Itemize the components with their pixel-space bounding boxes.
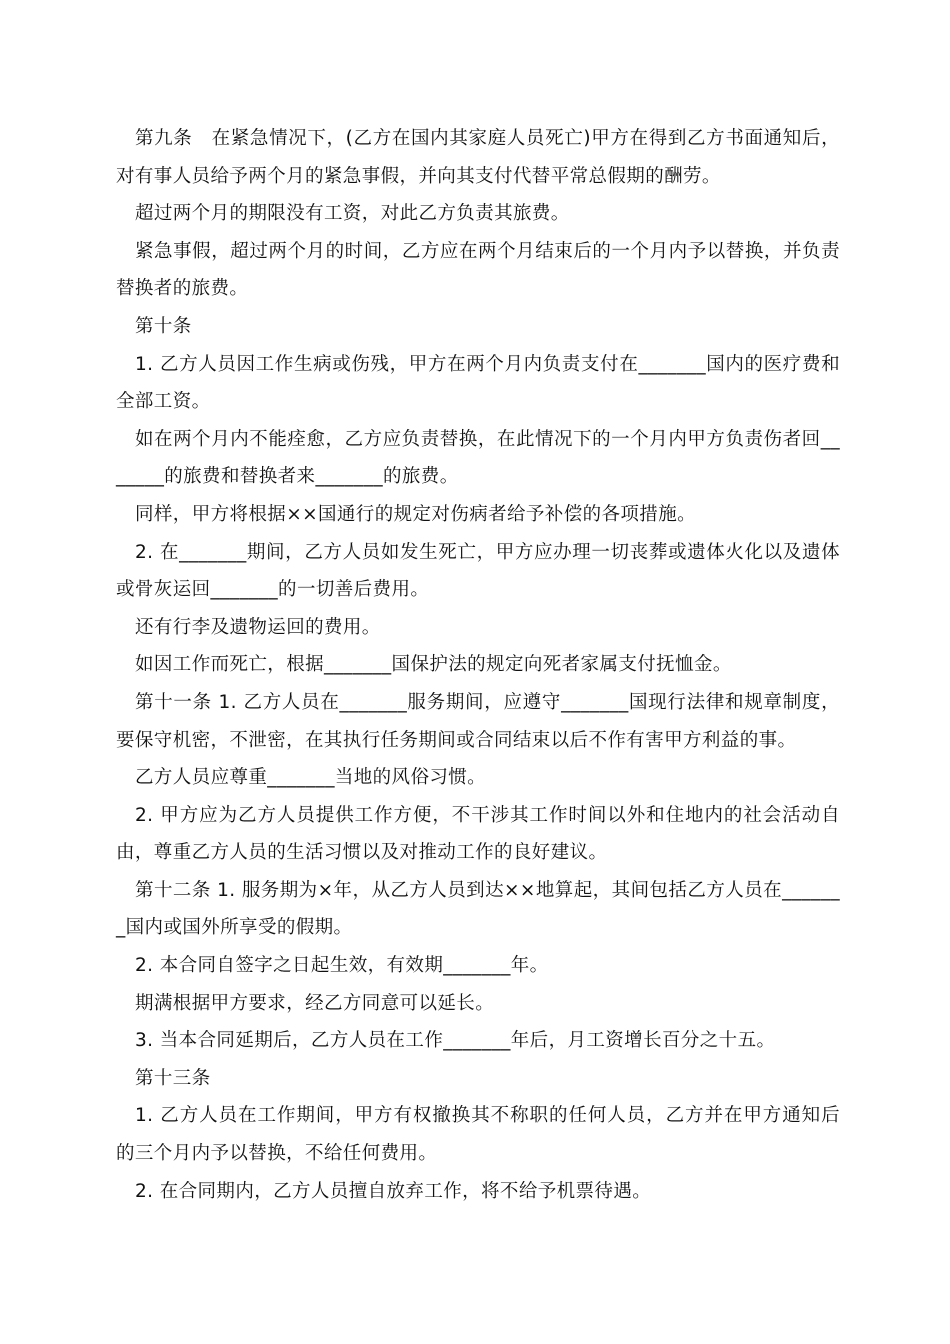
article-heading-13: 第十三条 (135, 1067, 211, 1089)
paragraph-article-12: 第十二条 1. 服务期为×年，从乙方人员到达××地算起，其间包括乙方人员在_______国内或国外所享受的假期。 (116, 879, 840, 939)
paragraph: 还有行李及遗物运回的费用。 (135, 616, 381, 638)
paragraph: 2. 在合同期内，乙方人员擅自放弃工作，将不给予机票待遇。 (135, 1180, 652, 1202)
paragraph: 2. 本合同自签字之日起生效，有效期_______年。 (135, 955, 549, 977)
document-body (116, 120, 840, 1210)
paragraph: 如在两个月内不能痊愈，乙方应负责替换，在此情况下的一个月内甲方负责伤者回_______的旅费和替换者来_______的旅费。 (116, 428, 840, 488)
paragraph: 1. 乙方人员在工作期间，甲方有权撤换其不称职的任何人员，乙方并在甲方通知后的三个月内予以替换，不给任何费用。 (116, 1105, 840, 1165)
paragraph: 2. 在_______期间，乙方人员如发生死亡，甲方应办理一切丧葬或遗体火化以及遗体或骨灰运回_______的一切善后费用。 (116, 541, 840, 601)
paragraph: 1. 乙方人员因工作生病或伤残，甲方在两个月内负责支付在_______国内的医疗费和全部工资。 (116, 353, 840, 413)
article-heading-10: 第十条 (135, 315, 192, 337)
paragraph-article-9: 第九条 在紧急情况下，(乙方在国内其家庭人员死亡)甲方在得到乙方书面通知后，对有事人员给予两个月的紧急事假，并向其支付代替平常总假期的酬劳。 (116, 128, 840, 187)
paragraph: 乙方人员应尊重_______当地的风俗习惯。 (135, 767, 487, 789)
paragraph-article-11: 第十一条 1. 乙方人员在_______服务期间，应遵守_______国现行法律和规章制度，要保守机密，不泄密，在其执行任务期间或合同结束以后不作有害甲方利益的事。 (116, 691, 840, 751)
paragraph: 如因工作而死亡，根据_______国保护法的规定向死者家属支付抚恤金。 (135, 654, 732, 676)
paragraph: 期满根据甲方要求，经乙方同意可以延长。 (135, 992, 495, 1014)
paragraph: 紧急事假，超过两个月的时间，乙方应在两个月结束后的一个月内予以替换，并负责替换者的旅费。 (116, 240, 840, 300)
paragraph: 同样，甲方将根据××国通行的规定对伤病者给予补偿的各项措施。 (135, 503, 697, 525)
paragraph: 2. 甲方应为乙方人员提供工作方便，不干涉其工作时间以外和住地内的社会活动自由，尊重乙方人员的生活习惯以及对推动工作的良好建议。 (116, 804, 840, 864)
paragraph: 3. 当本合同延期后，乙方人员在工作_______年后，月工资增长百分之十五。 (135, 1030, 776, 1052)
paragraph: 超过两个月的期限没有工资，对此乙方负责其旅费。 (135, 203, 570, 225)
